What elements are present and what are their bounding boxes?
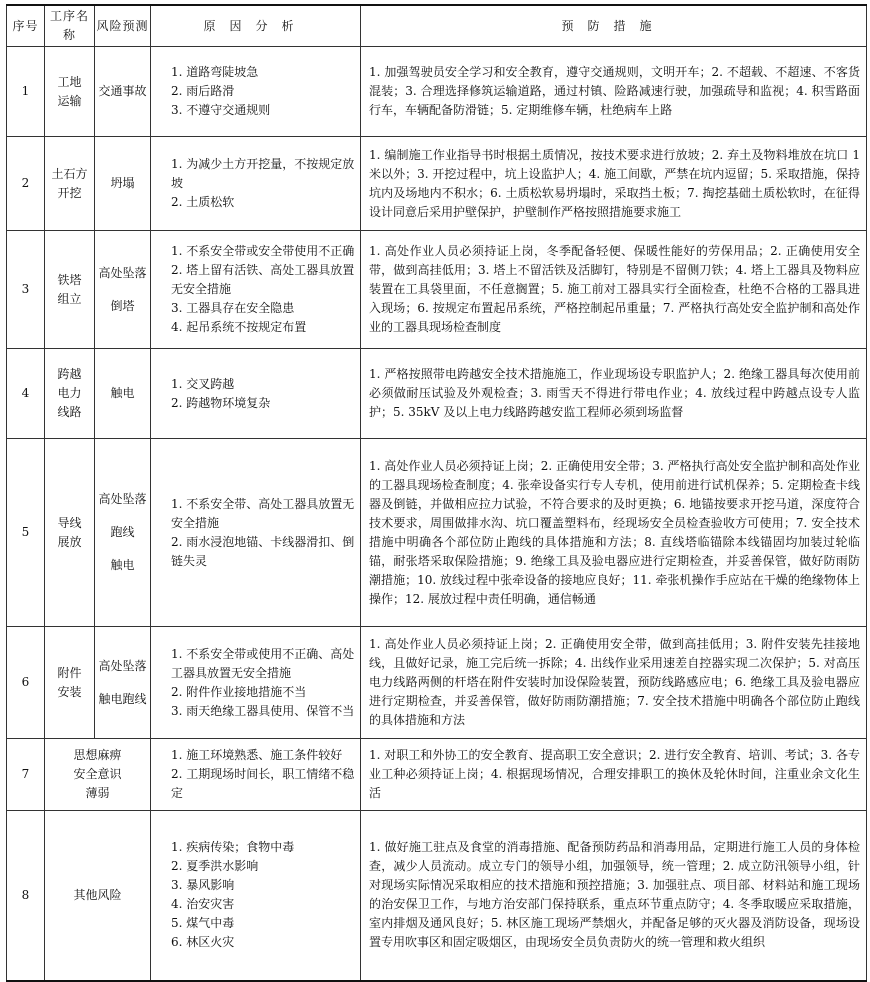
risk-item: 跑线 [110,525,135,539]
cause-item: 4. 起吊系统不按规定布置 [171,320,307,334]
measures-cell: 1. 做好施工驻点及食堂的消毒措施、配备预防药品和消毒用品，定期进行施工人员的身体检查，减少人员流动。成立专门的领导小组，加强领导，统一管理；2. 成立防汛领导小组，针对现场实际情况采取相应的技术措施和预控措施；3. 加强驻点、项目部、材料站和施工现场的治安保卫工作，与地方治安部门保持联系，重点环节重点防守；4. 冬季取暖应采取措施，室内排烟及通风良好；5. 林区施工现场严禁烟火，并配备足够的灭火器及消防设备，现场设置专用吹事区和固定吸烟区，由现场安全员负责防火的统一管理和救火组织 [361,811,867,981]
header-no: 序号 [7,5,45,47]
process-line: 开挖 [57,185,82,200]
process-line: 跨越 [57,367,82,381]
cause-item: 3. 工器具存在安全隐患 [171,301,295,315]
process-line: 思想麻痹 [73,748,122,762]
risk-item: 触电 [110,386,135,400]
cause-item: 4. 治安灾害 [171,897,235,912]
risk-item: 交通事故 [98,84,147,98]
header-cause: 原因分析 [151,5,361,47]
measures-cell: 1. 加强驾驶员安全学习和安全教育，遵守交通规则，文明开车；2. 不超载、不超速、不客货混装；3. 合理选择修筑运输道路，通过村镇、险路减速行驶，加强疏导和监视；4. 积雪路面行车，车辆配备防滑链；5. 定期维修车辆，杜绝病车上路 [361,47,867,137]
cause-item: 2. 附件作业接地措施不当 [171,684,307,699]
process-line: 导线 [57,515,82,530]
cause-item: 2. 跨越物环境复杂 [171,395,271,410]
process-cell [45,627,95,739]
risk-item: 触电跑线 [98,691,147,706]
cause-item: 3. 不遵守交通规则 [171,103,271,117]
process-line: 工地 [57,74,82,89]
cause-cell [151,231,361,349]
table-row [7,627,867,739]
cause-item: 6. 林区火灾 [171,935,235,950]
cause-item: 1. 不系安全带或安全带使用不正确 [171,244,355,258]
risk-table [6,4,867,982]
process-cell [45,439,95,627]
cause-item: 2. 雨后路滑 [171,84,235,98]
process-line: 安全意识 [73,767,122,781]
row-number: 6 [7,627,45,739]
process-line: 铁塔 [57,272,82,287]
row-number: 1 [7,47,45,137]
header-risk: 风险预测 [95,5,151,47]
row-number: 5 [7,439,45,627]
table-row [7,231,867,349]
measures-cell: 1. 高处作业人员必须持证上岗；2. 正确使用安全带；3. 严格执行高处安全监护制和高处作业的工器具现场检查制度；4. 张牵设备实行专人专机，使用前进行试机保养；5. 定期检查卡线器及倒链，并做相应拉力试验，不符合要求的及时更换；6. 地锚按要求开挖马道，深度符合技术要求，周围做排水沟、坑口覆盖塑料布，经现场安全员检查验收方可使用；7. 安全技术措施中明确各个部位防止跑线的具体措施和方法；8. 直线塔临锚除本线锚固均加装过轮临锚，耐张塔采取保险措施；9. 绝缘工具及验电器应进行定期检查，并妥善保管，做好防雨防潮措施；10. 放线过程中张牵设备的接地应良好；11. 牵张机操作手应站在干燥的绝缘物体上操作；12. 展放过程中责任明确，通信畅通 [361,439,867,627]
cause-cell [151,349,361,439]
table-row [7,349,867,439]
cause-cell [151,627,361,739]
risk-item: 倒塔 [110,298,135,313]
cause-item: 2. 雨水浸泡地锚、卡线器滑扣、倒链失灵 [171,534,355,568]
cause-item: 2. 塔上留有活铁、高处工器具放置无安全措施 [171,263,355,296]
cause-cell [151,439,361,627]
cause-item: 1. 道路弯陡坡急 [171,65,259,79]
table-row [7,47,867,137]
header-measures: 预防措施 [361,5,867,47]
process-line: 电力 [57,386,82,400]
process-cell [45,47,95,137]
row-number: 3 [7,231,45,349]
cause-cell [151,739,361,811]
cause-item: 1. 不系安全带或使用不正确、高处工器具放置无安全措施 [171,646,355,680]
risk-item: 高处坠落 [98,492,147,506]
risk-cell [95,137,151,231]
risk-item: 触电 [110,558,135,572]
process-line: 其他风险 [73,887,122,902]
risk-item: 高处坠落 [98,265,147,280]
process-line: 安装 [57,684,82,699]
cause-item: 5. 煤气中毒 [171,916,235,931]
process-line: 附件 [57,665,82,680]
risk-cell [95,627,151,739]
header-process: 工序名称 [45,5,95,47]
process-line: 土石方 [51,166,88,181]
table-row [7,137,867,231]
row-number: 8 [7,811,45,981]
measures-cell: 1. 严格按照带电跨越安全技术措施施工，作业现场设专职监护人；2. 绝缘工器具每次使用前必须做耐压试验及外观检查；3. 雨雪天不得进行带电作业；4. 放线过程中跨越点设专人监护；5. 35kV 及以上电力线路跨越安监工程师必须到场监督 [361,349,867,439]
process-line: 薄弱 [85,786,110,800]
process-line: 展放 [57,534,82,549]
header-row [7,5,867,47]
process-line: 组立 [57,291,82,306]
row-number: 4 [7,349,45,439]
risk-cell [95,349,151,439]
measures-cell: 1. 高处作业人员必须持证上岗，冬季配备轻便、保暖性能好的劳保用品；2. 正确使用安全带，做到高挂低用；3. 塔上不留活铁及活脚钉，特别是不留侧刀铁；4. 塔上工器具及物料应装置在工具袋里面，不任意搁置；5. 施工前对工器具实行全面检查，杜绝不合格的工器具进入现场；6. 按规定布置起吊系统，严格控制起吊重量；7. 严格执行高处安全监护制和高处作业的工器具现场检查制度 [361,231,867,349]
measures-cell: 1. 高处作业人员必须持证上岗；2. 正确使用安全带，做到高挂低用；3. 附件安装先挂接地线，且做好记录，施工完后统一拆除；4. 出线作业采用速差自控器实现二次保护；5. 对高压电力线路两侧的杆塔在附件安装时加设保险装置，预防线路感应电；6. 绝缘工具及验电器应进行定期检查，并妥善保管，做好防雨防潮措施；7. 安全技术措施中明确各个部位防止跑线的具体措施和方法 [361,627,867,739]
process-cell [45,137,95,231]
cause-cell [151,47,361,137]
risk-cell [95,231,151,349]
process-cell [45,811,151,981]
cause-item: 1. 交叉跨越 [171,376,235,391]
risk-item: 坍塌 [110,176,135,190]
cause-item: 1. 为减少土方开挖量，不按规定放坡 [171,157,355,190]
process-cell [45,231,95,349]
cause-cell [151,811,361,981]
process-cell [45,349,95,439]
cause-item: 1. 施工环境熟悉、施工条件较好 [171,748,343,762]
risk-cell [95,47,151,137]
row-number: 7 [7,739,45,811]
measures-cell: 1. 对职工和外协工的安全教育、提高职工安全意识；2. 进行安全教育、培训、考试；3. 各专业工种必须持证上岗；4. 根据现场情况，合理安排职工的换休及轮休时间，注重业余文化生活 [361,739,867,811]
cause-item: 1. 不系安全带、高处工器具放置无安全措施 [171,496,355,530]
process-line: 运输 [57,93,82,108]
cause-item: 3. 暴风影响 [171,878,235,893]
cause-cell [151,137,361,231]
process-line: 线路 [57,405,82,419]
measures-cell: 1. 编制施工作业指导书时根据土质情况，按技术要求进行放坡；2. 弃土及物料堆放在坑口 1 米以外；3. 开挖过程中，坑上设监护人；4. 施工间歇，严禁在坑内逗留；5. 采取措施，保持坑内及场地内不积水；6. 土质松软易坍塌时，采取挡土板；7. 掏挖基础土质松软时，在征得设计同意后采用护壁保护，护壁制作严格按照措施要求施工 [361,137,867,231]
table-row [7,811,867,981]
table-row [7,739,867,811]
cause-item: 3. 雨天绝缘工器具使用、保管不当 [171,703,355,718]
row-number: 2 [7,137,45,231]
cause-item: 2. 夏季洪水影响 [171,859,259,874]
table-row [7,439,867,627]
cause-item: 2. 工期现场时间长，职工情绪不稳定 [171,767,355,800]
table-body [7,47,867,981]
cause-item: 1. 疾病传染；食物中毒 [171,840,295,855]
risk-cell [95,439,151,627]
process-cell [45,739,151,811]
risk-item: 高处坠落 [98,658,147,673]
cause-item: 2. 土质松软 [171,195,235,209]
